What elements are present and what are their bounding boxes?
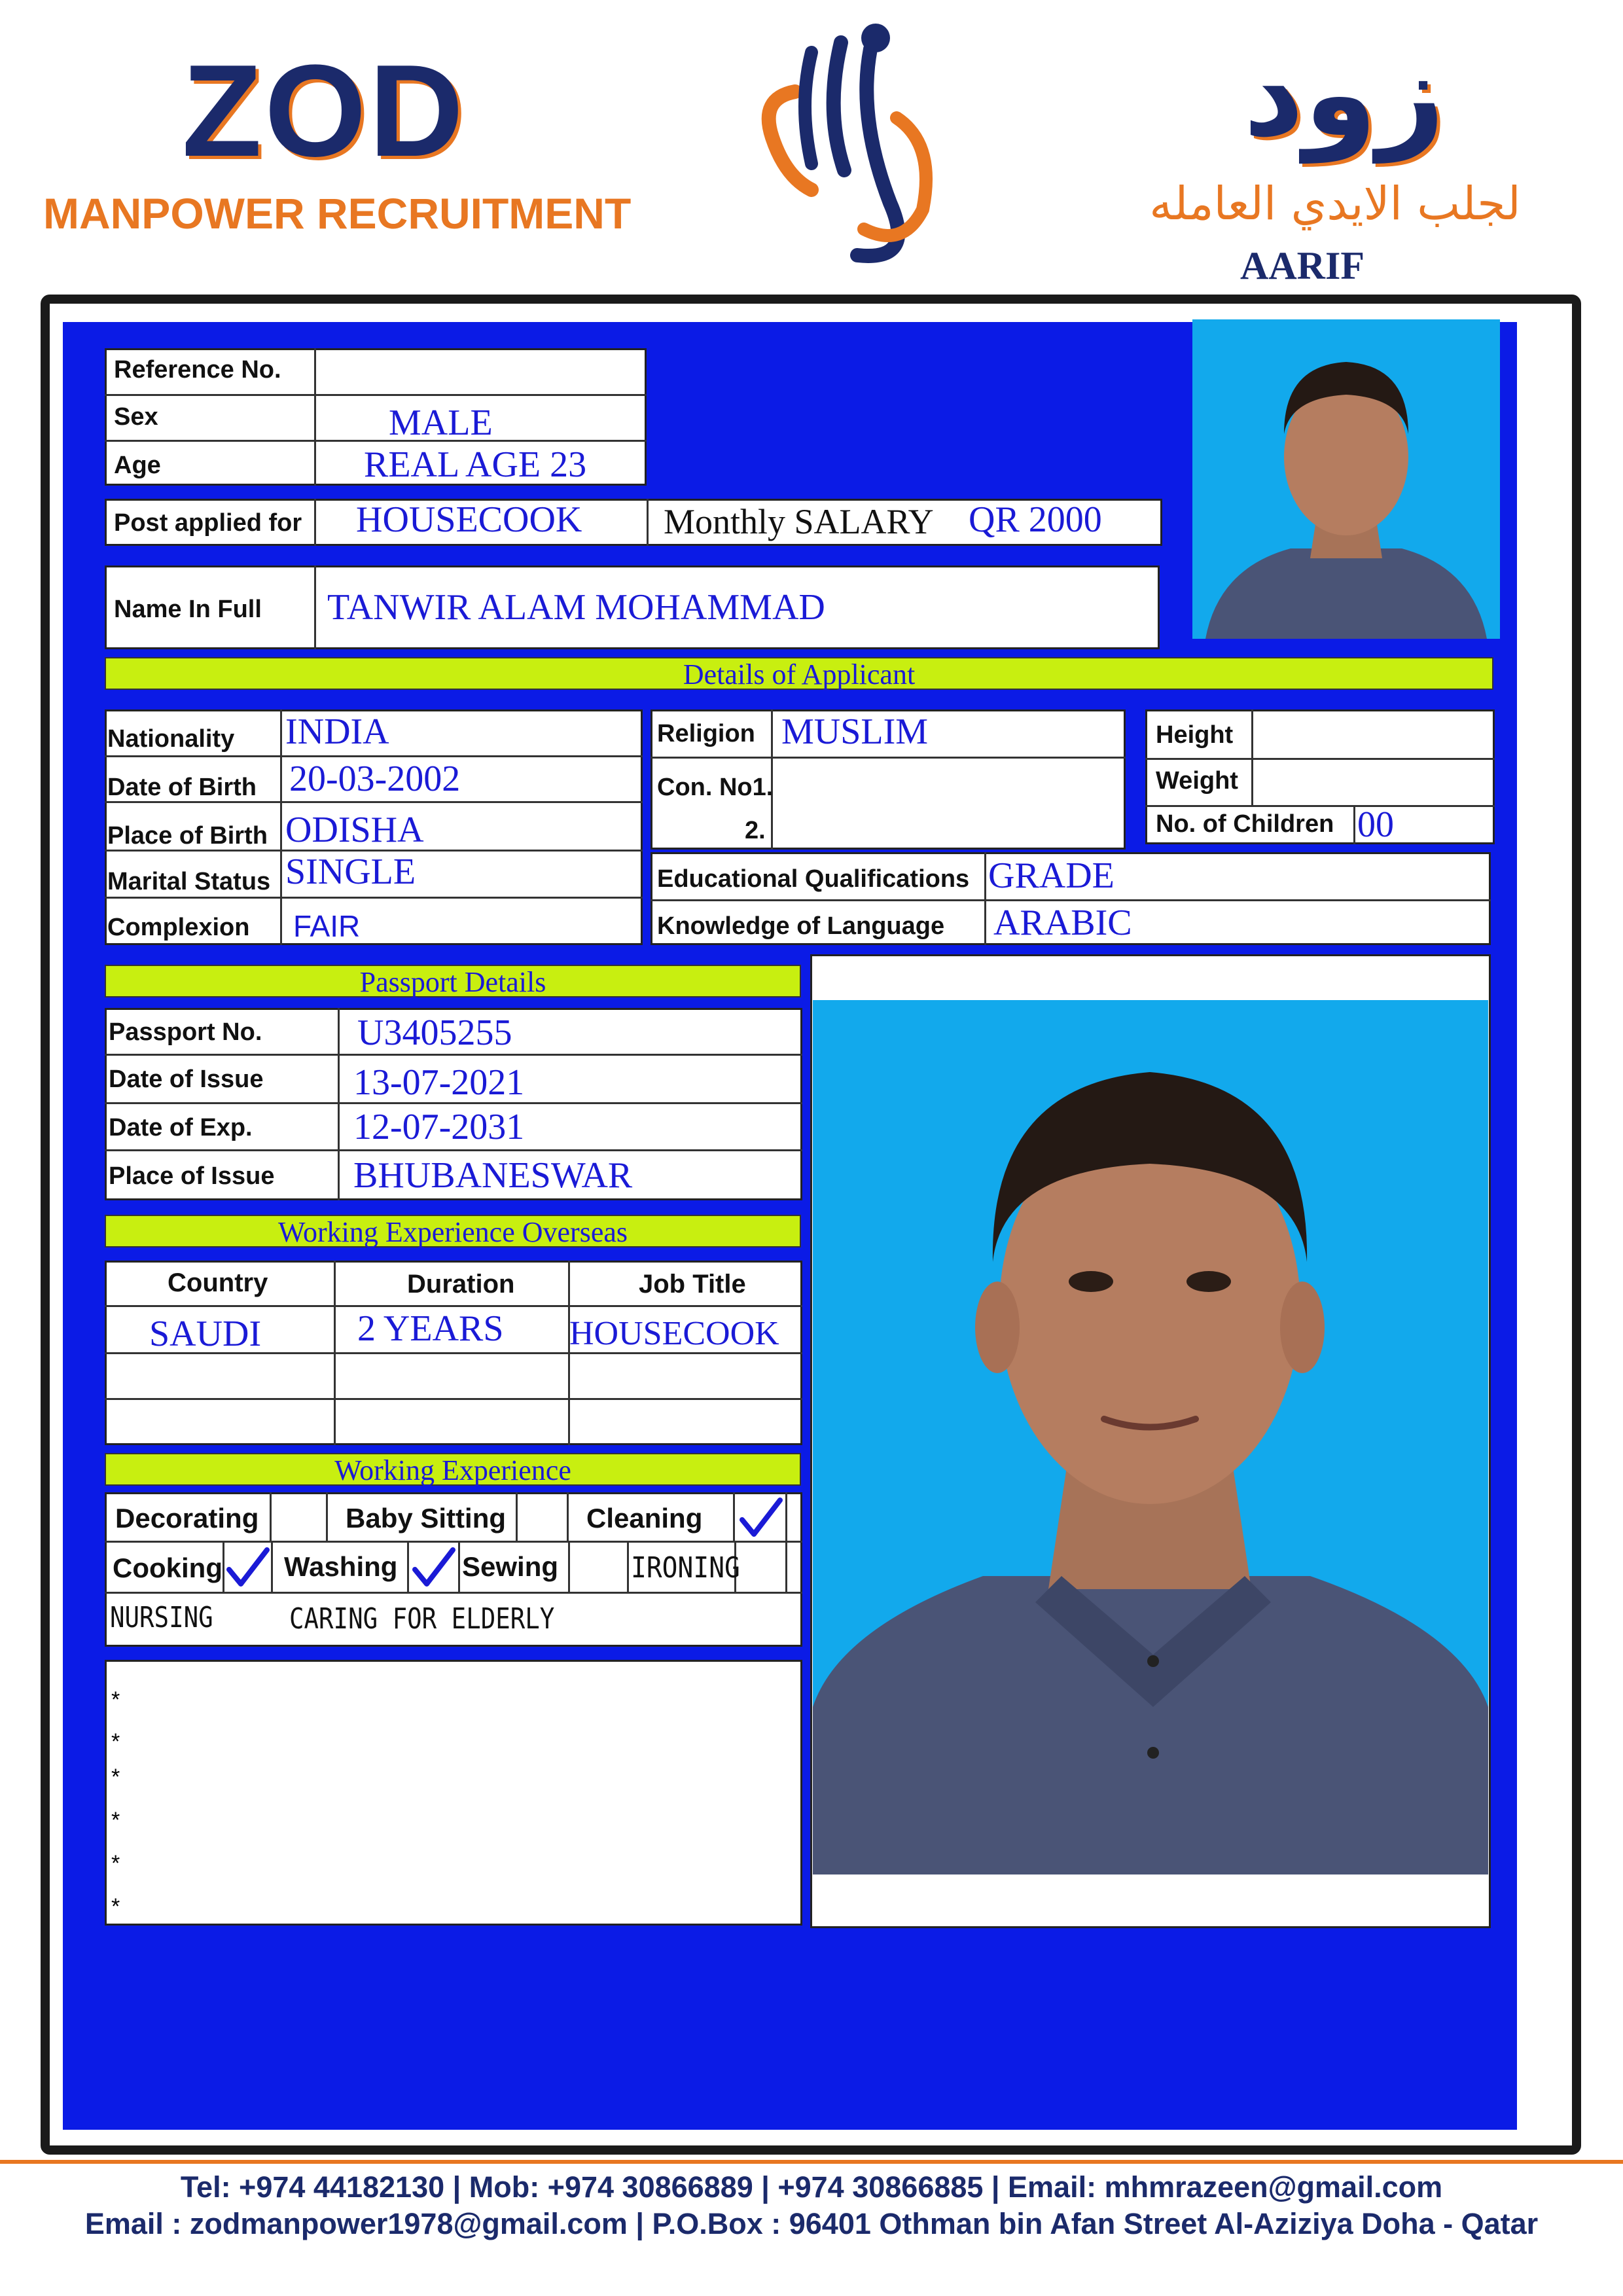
exp-date-label: Date of Exp.: [109, 1114, 253, 1141]
dob-value: 20-03-2002: [289, 759, 461, 799]
overseas-band: Working Experience Overseas: [105, 1215, 801, 1247]
post-value: HOUSECOOK: [356, 499, 582, 540]
footer-contact-line: Tel: +974 44182130 | Mob: +974 30866889 | +974 30866885 | Email: mhmrazeen@gmail.com: [180, 2170, 1443, 2204]
skill-ironing: IRONING: [631, 1551, 740, 1585]
skill-washing: Washing: [284, 1551, 398, 1582]
note-bullet: *: [111, 1808, 120, 1833]
pob-label: Place of Birth: [107, 822, 268, 850]
overseas-header-country: Country: [168, 1268, 268, 1297]
arabic-subtitle: لجلب الايدي العامله: [1149, 177, 1521, 230]
exp-date-value: 12-07-2031: [353, 1107, 525, 1147]
contact1-label: Con. No1.: [657, 774, 774, 801]
passport-band: Passport Details: [105, 965, 801, 997]
skill-decorating: Decorating: [115, 1503, 259, 1534]
cooking-check-icon: [224, 1545, 271, 1590]
footer-address-line: Email : zodmanpower1978@gmail.com | P.O.Box : 96401 Othman bin Afan Street Al-Aziziya Doha - Qatar: [84, 2207, 1539, 2240]
children-value: 00: [1357, 804, 1394, 845]
note-bullet: *: [111, 1687, 120, 1712]
religion-label: Religion: [657, 720, 755, 747]
agent-name: AARIF: [1240, 244, 1364, 287]
sex-label: Sex: [114, 403, 158, 431]
company-logo-icon: [733, 13, 942, 268]
details-band: Details of Applicant: [105, 657, 1493, 690]
footer-rule: [0, 2160, 1623, 2164]
children-label: No. of Children: [1156, 810, 1334, 838]
post-label: Post applied for: [114, 509, 302, 537]
passport-no-value: U3405255: [357, 1013, 512, 1053]
education-value: GRADE: [988, 855, 1115, 896]
overseas-country-value: SAUDI: [149, 1314, 262, 1354]
marital-label: Marital Status: [107, 868, 271, 895]
overseas-job-value: HOUSECOOK: [569, 1315, 779, 1352]
skill-cleaning: Cleaning: [586, 1503, 703, 1534]
religion-value: MUSLIM: [781, 711, 929, 752]
pob-value: ODISHA: [285, 810, 424, 850]
age-value: REAL AGE 23: [364, 444, 587, 485]
note-bullet: *: [111, 1765, 120, 1789]
notes-box: [105, 1660, 802, 1926]
applicant-photo-small: [1192, 319, 1500, 639]
name-value: TANWIR ALAM MOHAMMAD: [327, 587, 825, 628]
note-bullet: *: [111, 1729, 120, 1754]
name-label: Name In Full: [114, 596, 262, 623]
brand-subtitle: MANPOWER RECRUITMENT: [43, 189, 632, 238]
applicant-photo-large: [813, 1000, 1488, 1874]
issue-date-label: Date of Issue: [109, 1066, 264, 1093]
skill-sewing: Sewing: [462, 1551, 559, 1582]
overseas-duration-value: 2 YEARS: [357, 1308, 504, 1349]
issue-place-value: BHUBANESWAR: [353, 1155, 633, 1196]
education-label: Educational Qualifications: [657, 865, 970, 893]
language-label: Knowledge of Language: [657, 912, 945, 940]
complexion-label: Complexion: [107, 914, 250, 941]
nationality-value: INDIA: [285, 711, 389, 752]
weight-label: Weight: [1156, 767, 1238, 795]
height-label: Height: [1156, 721, 1234, 749]
note-bullet: *: [111, 1851, 120, 1876]
note-bullet: *: [111, 1894, 120, 1919]
issue-date-value: 13-07-2021: [353, 1062, 525, 1103]
nationality-label: Nationality: [107, 725, 235, 753]
experience-band: Working Experience: [105, 1453, 801, 1486]
age-label: Age: [114, 452, 161, 479]
language-value: ARABIC: [993, 903, 1132, 943]
salary-label: Monthly SALARY: [664, 502, 934, 541]
brand-logo-text: ZOD: [182, 38, 467, 184]
issue-place-label: Place of Issue: [109, 1162, 275, 1190]
arabic-brand: زود: [1243, 26, 1445, 163]
overseas-header-duration: Duration: [407, 1270, 515, 1299]
marital-value: SINGLE: [285, 852, 416, 892]
cleaning-check-icon: [736, 1495, 785, 1541]
washing-check-icon: [410, 1545, 457, 1590]
skill-nursing: NURSING: [110, 1601, 213, 1634]
overseas-header-job: Job Title: [639, 1270, 746, 1299]
salary-value: QR 2000: [969, 499, 1102, 540]
dob-label: Date of Birth: [107, 774, 257, 801]
reference-label: Reference No.: [114, 356, 281, 384]
skill-baby-sitting: Baby Sitting: [346, 1503, 507, 1534]
skill-cooking: Cooking: [113, 1552, 223, 1583]
passport-no-label: Passport No.: [109, 1018, 262, 1046]
sex-value: MALE: [389, 403, 493, 443]
skill-caring: CARING FOR ELDERLY: [289, 1602, 555, 1636]
complexion-value: FAIR: [293, 909, 361, 943]
contact2-label: 2.: [745, 817, 766, 844]
